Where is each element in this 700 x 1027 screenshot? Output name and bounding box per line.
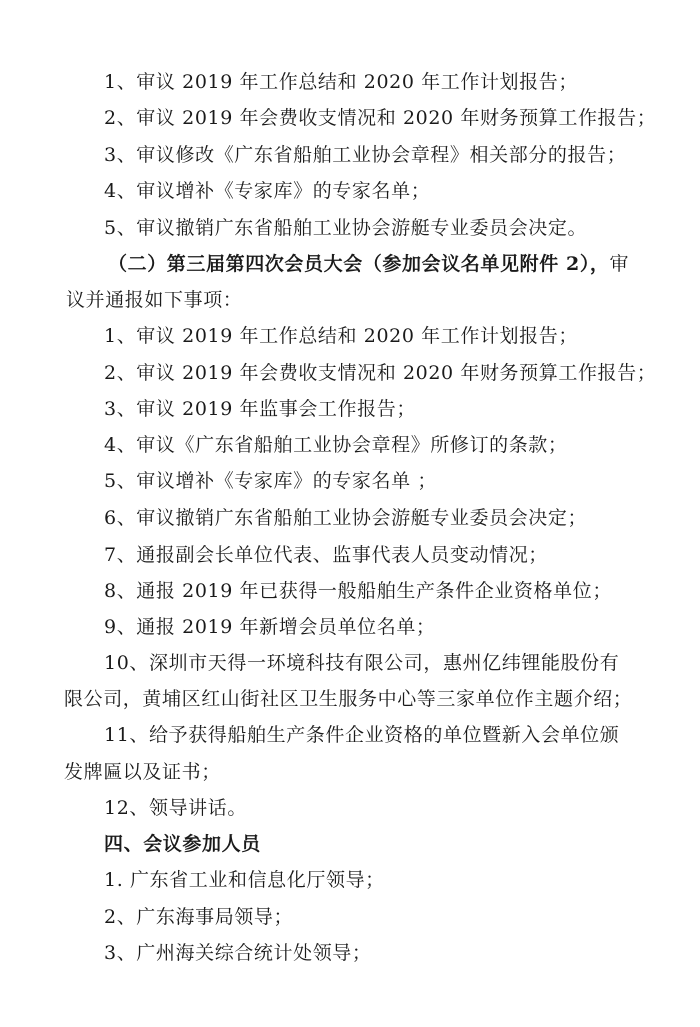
section-four-heading: 四、会议参加人员 [104, 833, 261, 855]
section-one-item-5: 5、审议撤销广东省船舶工业协会游艇专业委员会决定。 [104, 217, 588, 239]
section-two-item-1: 1、审议 2019 年工作总结和 2020 年工作计划报告； [104, 325, 578, 347]
section-two-item-11-line-2: 发牌匾以及证书； [64, 761, 221, 783]
section-two-item-6: 6、审议撤销广东省船舶工业协会游艇专业委员会决定； [104, 507, 588, 529]
section-one-item-2: 2、审议 2019 年会费收支情况和 2020 年财务预算工作报告； [104, 107, 657, 129]
section-two-item-11-line-1: 11、给予获得船舶生产条件企业资格的单位暨新入会单位颁 [104, 724, 620, 746]
section-two-item-7: 7、通报副会长单位代表、监事代表人员变动情况； [104, 544, 548, 566]
section-two-item-9: 9、通报 2019 年新增会员单位名单； [104, 616, 436, 638]
section-two-heading [108, 252, 629, 276]
section-two-item-5: 5、审议增补《专家库》的专家名单 ； [104, 470, 437, 492]
section-two-item-10-line-2: 限公司，黄埔区红山街社区卫生服务中心等三家单位作主题介绍； [64, 688, 633, 710]
section-two-item-8: 8、通报 2019 年已获得一般船舶生产条件企业资格单位； [104, 580, 612, 602]
section-two-item-3: 3、审议 2019 年监事会工作报告； [104, 398, 416, 420]
section-two-item-4: 4、审议《广东省船舶工业协会章程》所修订的条款； [104, 434, 568, 456]
section-two-item-10-line-1: 10、深圳市天得一环境科技有限公司，惠州亿纬锂能股份有 [104, 652, 620, 674]
section-two-heading-continuation: 议并通报如下事项： [66, 289, 243, 311]
section-two-heading-normal: 审 [609, 253, 630, 275]
section-four-item-2: 2、广东海事局领导； [104, 906, 294, 928]
section-one-item-1: 1、审议 2019 年工作总结和 2020 年工作计划报告； [104, 71, 578, 93]
section-four-item-3: 3、广州海关综合统计处领导； [104, 942, 372, 964]
section-two-item-2: 2、审议 2019 年会费收支情况和 2020 年财务预算工作报告； [104, 362, 657, 384]
section-one-item-3: 3、审议修改《广东省船舶工业协会章程》相关部分的报告； [104, 144, 627, 166]
section-two-item-12: 12、领导讲话。 [104, 797, 247, 819]
section-two-heading-bold: （二）第三届第四次会员大会（参加会议名单见附件 2）， [108, 253, 610, 275]
section-four-item-1: 1. 广东省工业和信息化厅领导； [104, 869, 385, 891]
section-one-item-4: 4、审议增补《专家库》的专家名单； [104, 180, 431, 202]
